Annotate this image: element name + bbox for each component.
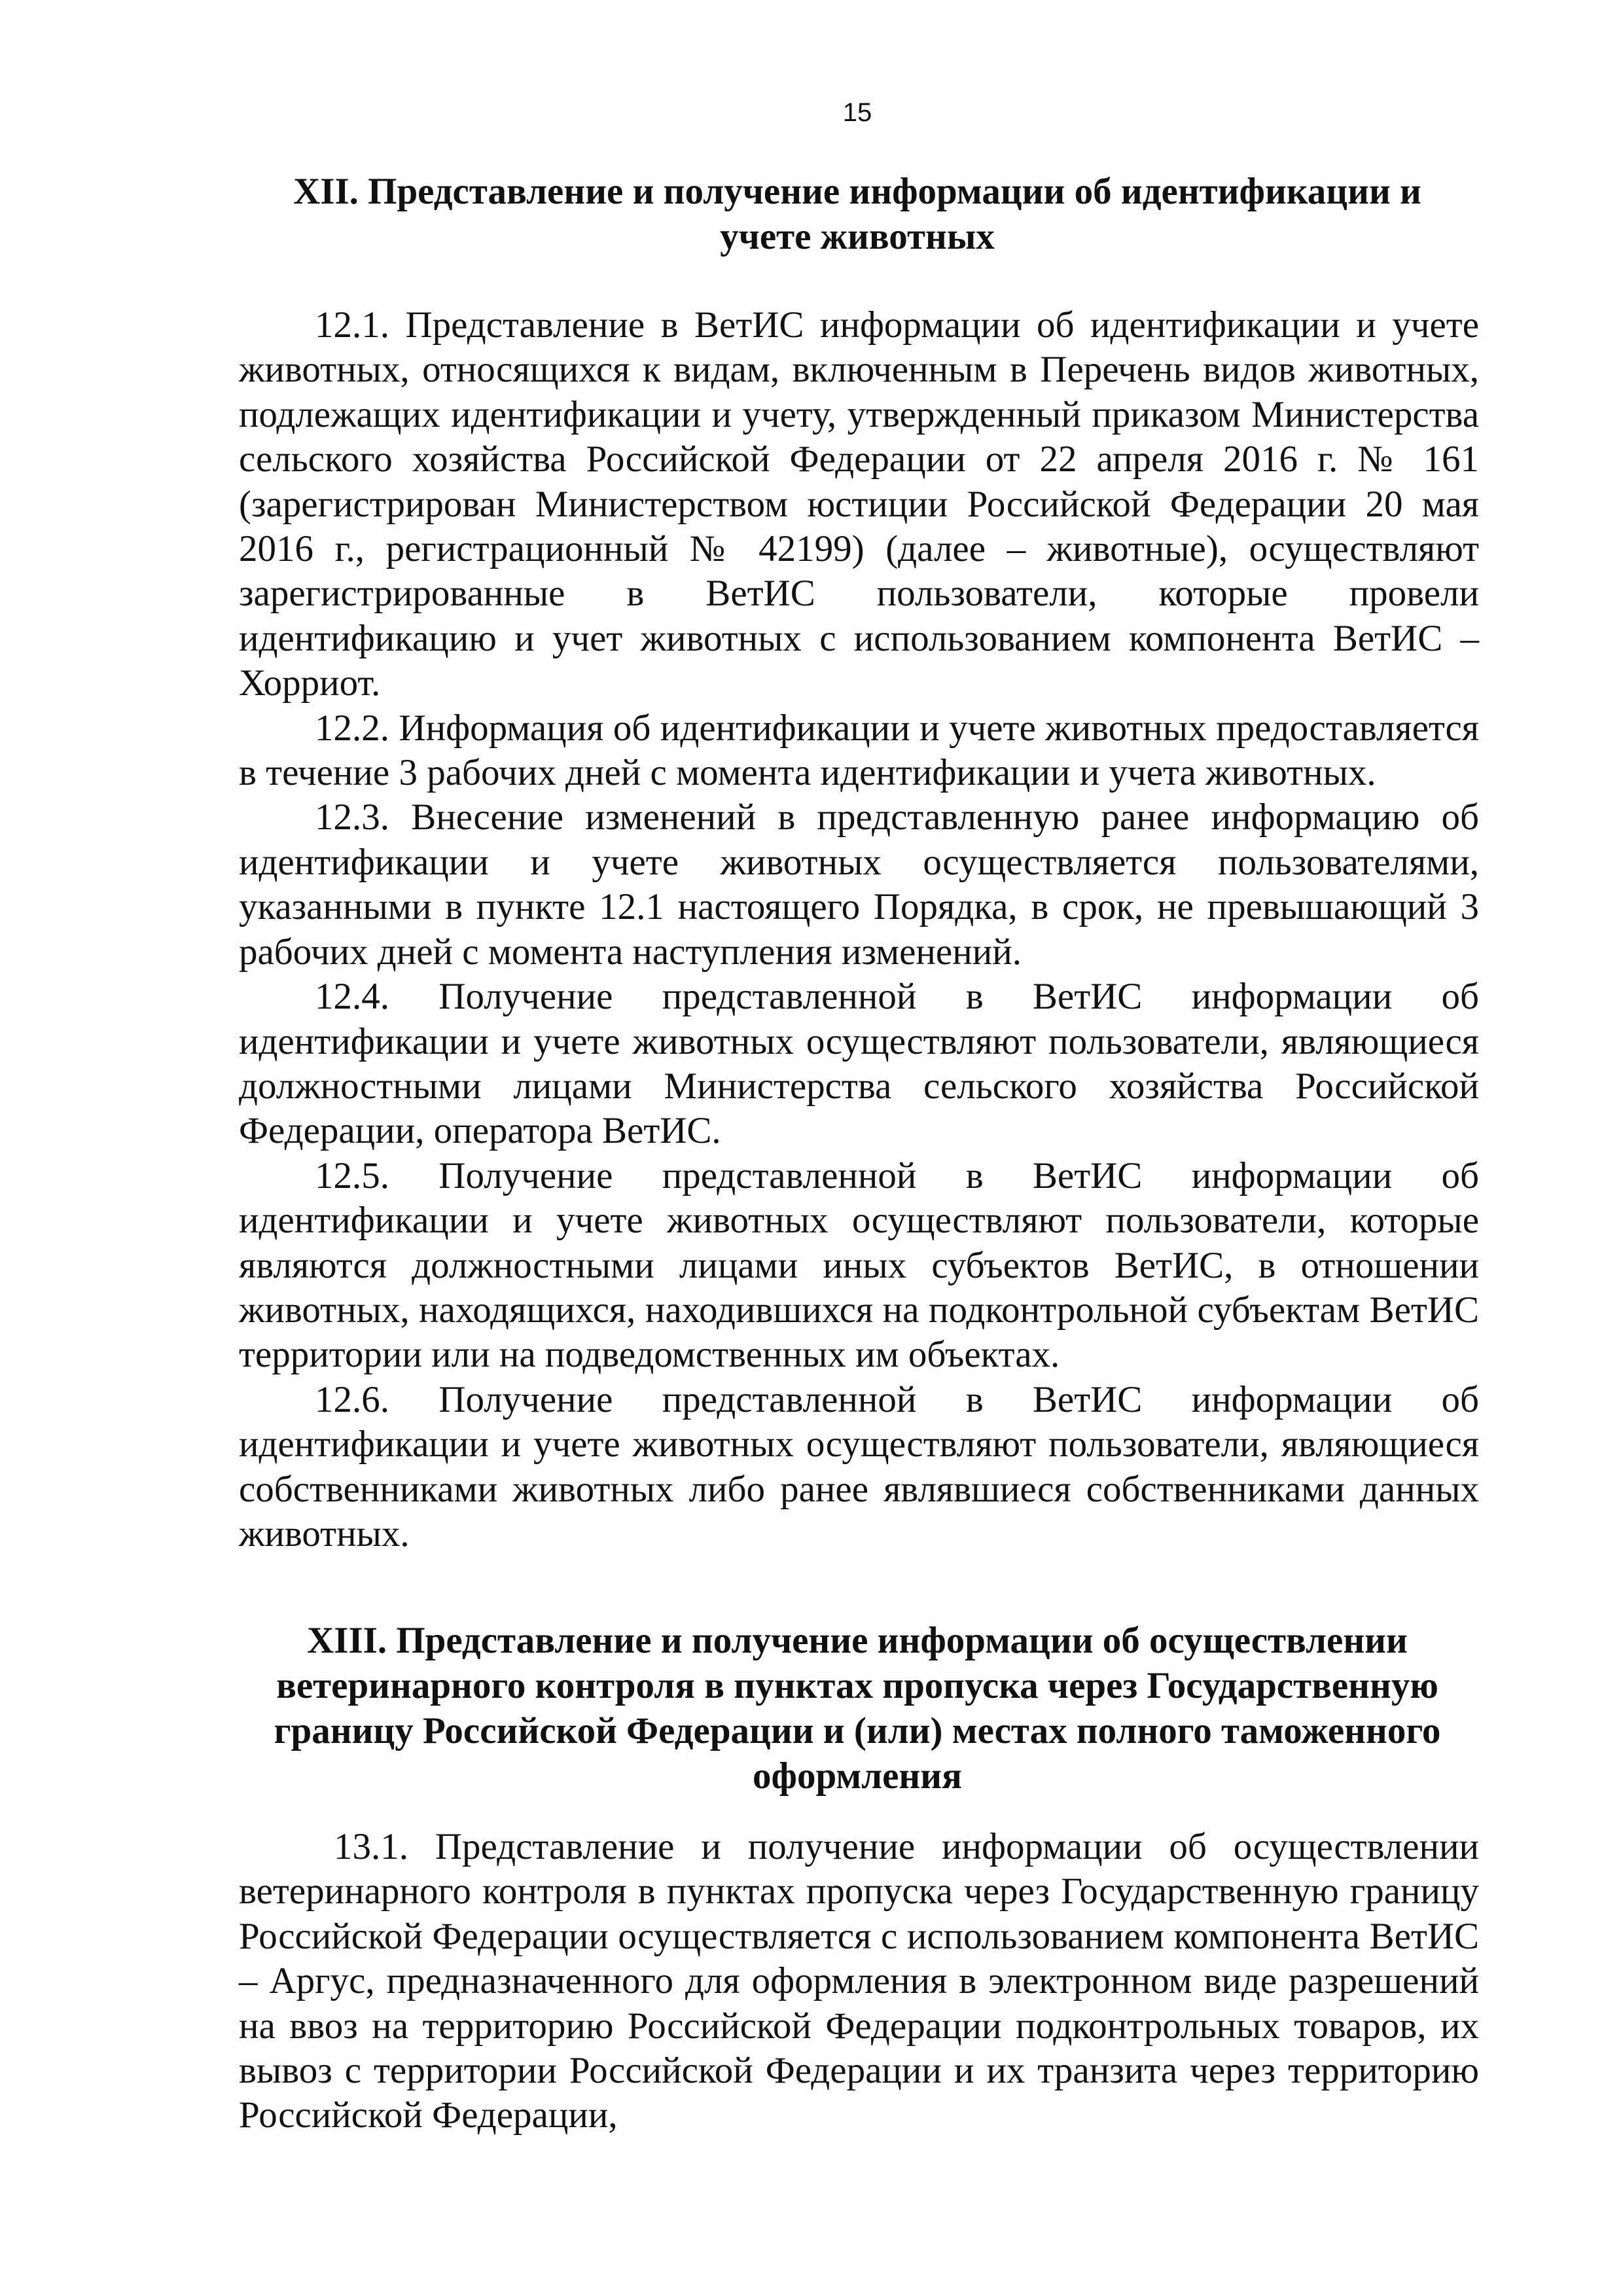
paragraph-13-1: 13.1. Представление и получение информации об осуществлении ветеринарного контроля в пунктах пропуска через Государственную границу Российской Федерации осуществляется с использованием компонента ВетИС – Аргус, предназначенного для оформления в электронном виде разрешений на ввоз на территорию Российской Федерации подконтрольных товаров, их вывоз с территории Российской Федерации и их транзита через территорию Российской Федерации,: [239, 1826, 1479, 2136]
section-12-heading: [236, 169, 1479, 259]
paragraph-12-5: 12.5. Получение представленной в ВетИС информации об идентификации и учете животных осуществляют пользователи, которые являются должностными лицами иных субъектов ВетИС, в отношении животных, находящихся, находившихся на подконтрольной субъектам ВетИС территории или на подведомственных им объектах.: [239, 1155, 1479, 1376]
page-number: 15: [842, 98, 872, 127]
paragraph-12-1: 12.1. Представление в ВетИС информации об идентификации и учете животных, относящихся к видам, включенным в Перечень видов животных, подлежащих идентификации и учету, утвержденный приказом Министерства сельского хозяйства Российской Федерации от 22 апреля 2016 г. № 161 (зарегистрирован Министерством юстиции Российской Федерации 20 мая 2016 г., регистрационный № 42199) (далее – животные), осуществляют зарегистрированные в ВетИС пользователи, которые провели идентификацию и учет животных с использованием компонента ВетИС – Хорриот.: [239, 304, 1479, 704]
section-12-heading-line-1: XII. Представление и получение информации об идентификации и: [293, 171, 1421, 212]
section-12-heading-line-2: учете животных: [720, 216, 995, 257]
section-13-heading-line-2: ветеринарного контроля в пунктах пропуска через Государственную: [276, 1665, 1438, 1706]
paragraph-12-3: 12.3. Внесение изменений в представленную ранее информацию об идентификации и учете животных осуществляется пользователями, указанными в пункте 12.1 настоящего Порядка, в срок, не превышающий 3 рабочих дней с момента наступления изменений.: [239, 797, 1479, 973]
section-13-heading-line-1: XIII. Представление и получение информации об осуществлении: [307, 1620, 1408, 1661]
section-12-body: [239, 303, 1479, 1556]
paragraph-12-2: 12.2. Информация об идентификации и учете животных предоставляется в течение 3 рабочих дней с момента идентификации и учета животных.: [239, 707, 1479, 794]
section-13-heading: [236, 1618, 1479, 1799]
paragraph-12-4: 12.4. Получение представленной в ВетИС информации об идентификации и учете животных осуществляют пользователи, являющиеся должностными лицами Министерства сельского хозяйства Российской Федерации, оператора ВетИС.: [239, 976, 1479, 1152]
paragraph-12-6: 12.6. Получение представленной в ВетИС информации об идентификации и учете животных осуществляют пользователи, являющиеся собственниками животных либо ранее являвшиеся собственниками данных животных.: [239, 1378, 1479, 1554]
section-13-heading-line-4: оформления: [753, 1755, 962, 1797]
section-13-body: [239, 1825, 1479, 2138]
section-13-heading-line-3: границу Российской Федерации и (или) местах полного таможенного: [274, 1710, 1441, 1751]
